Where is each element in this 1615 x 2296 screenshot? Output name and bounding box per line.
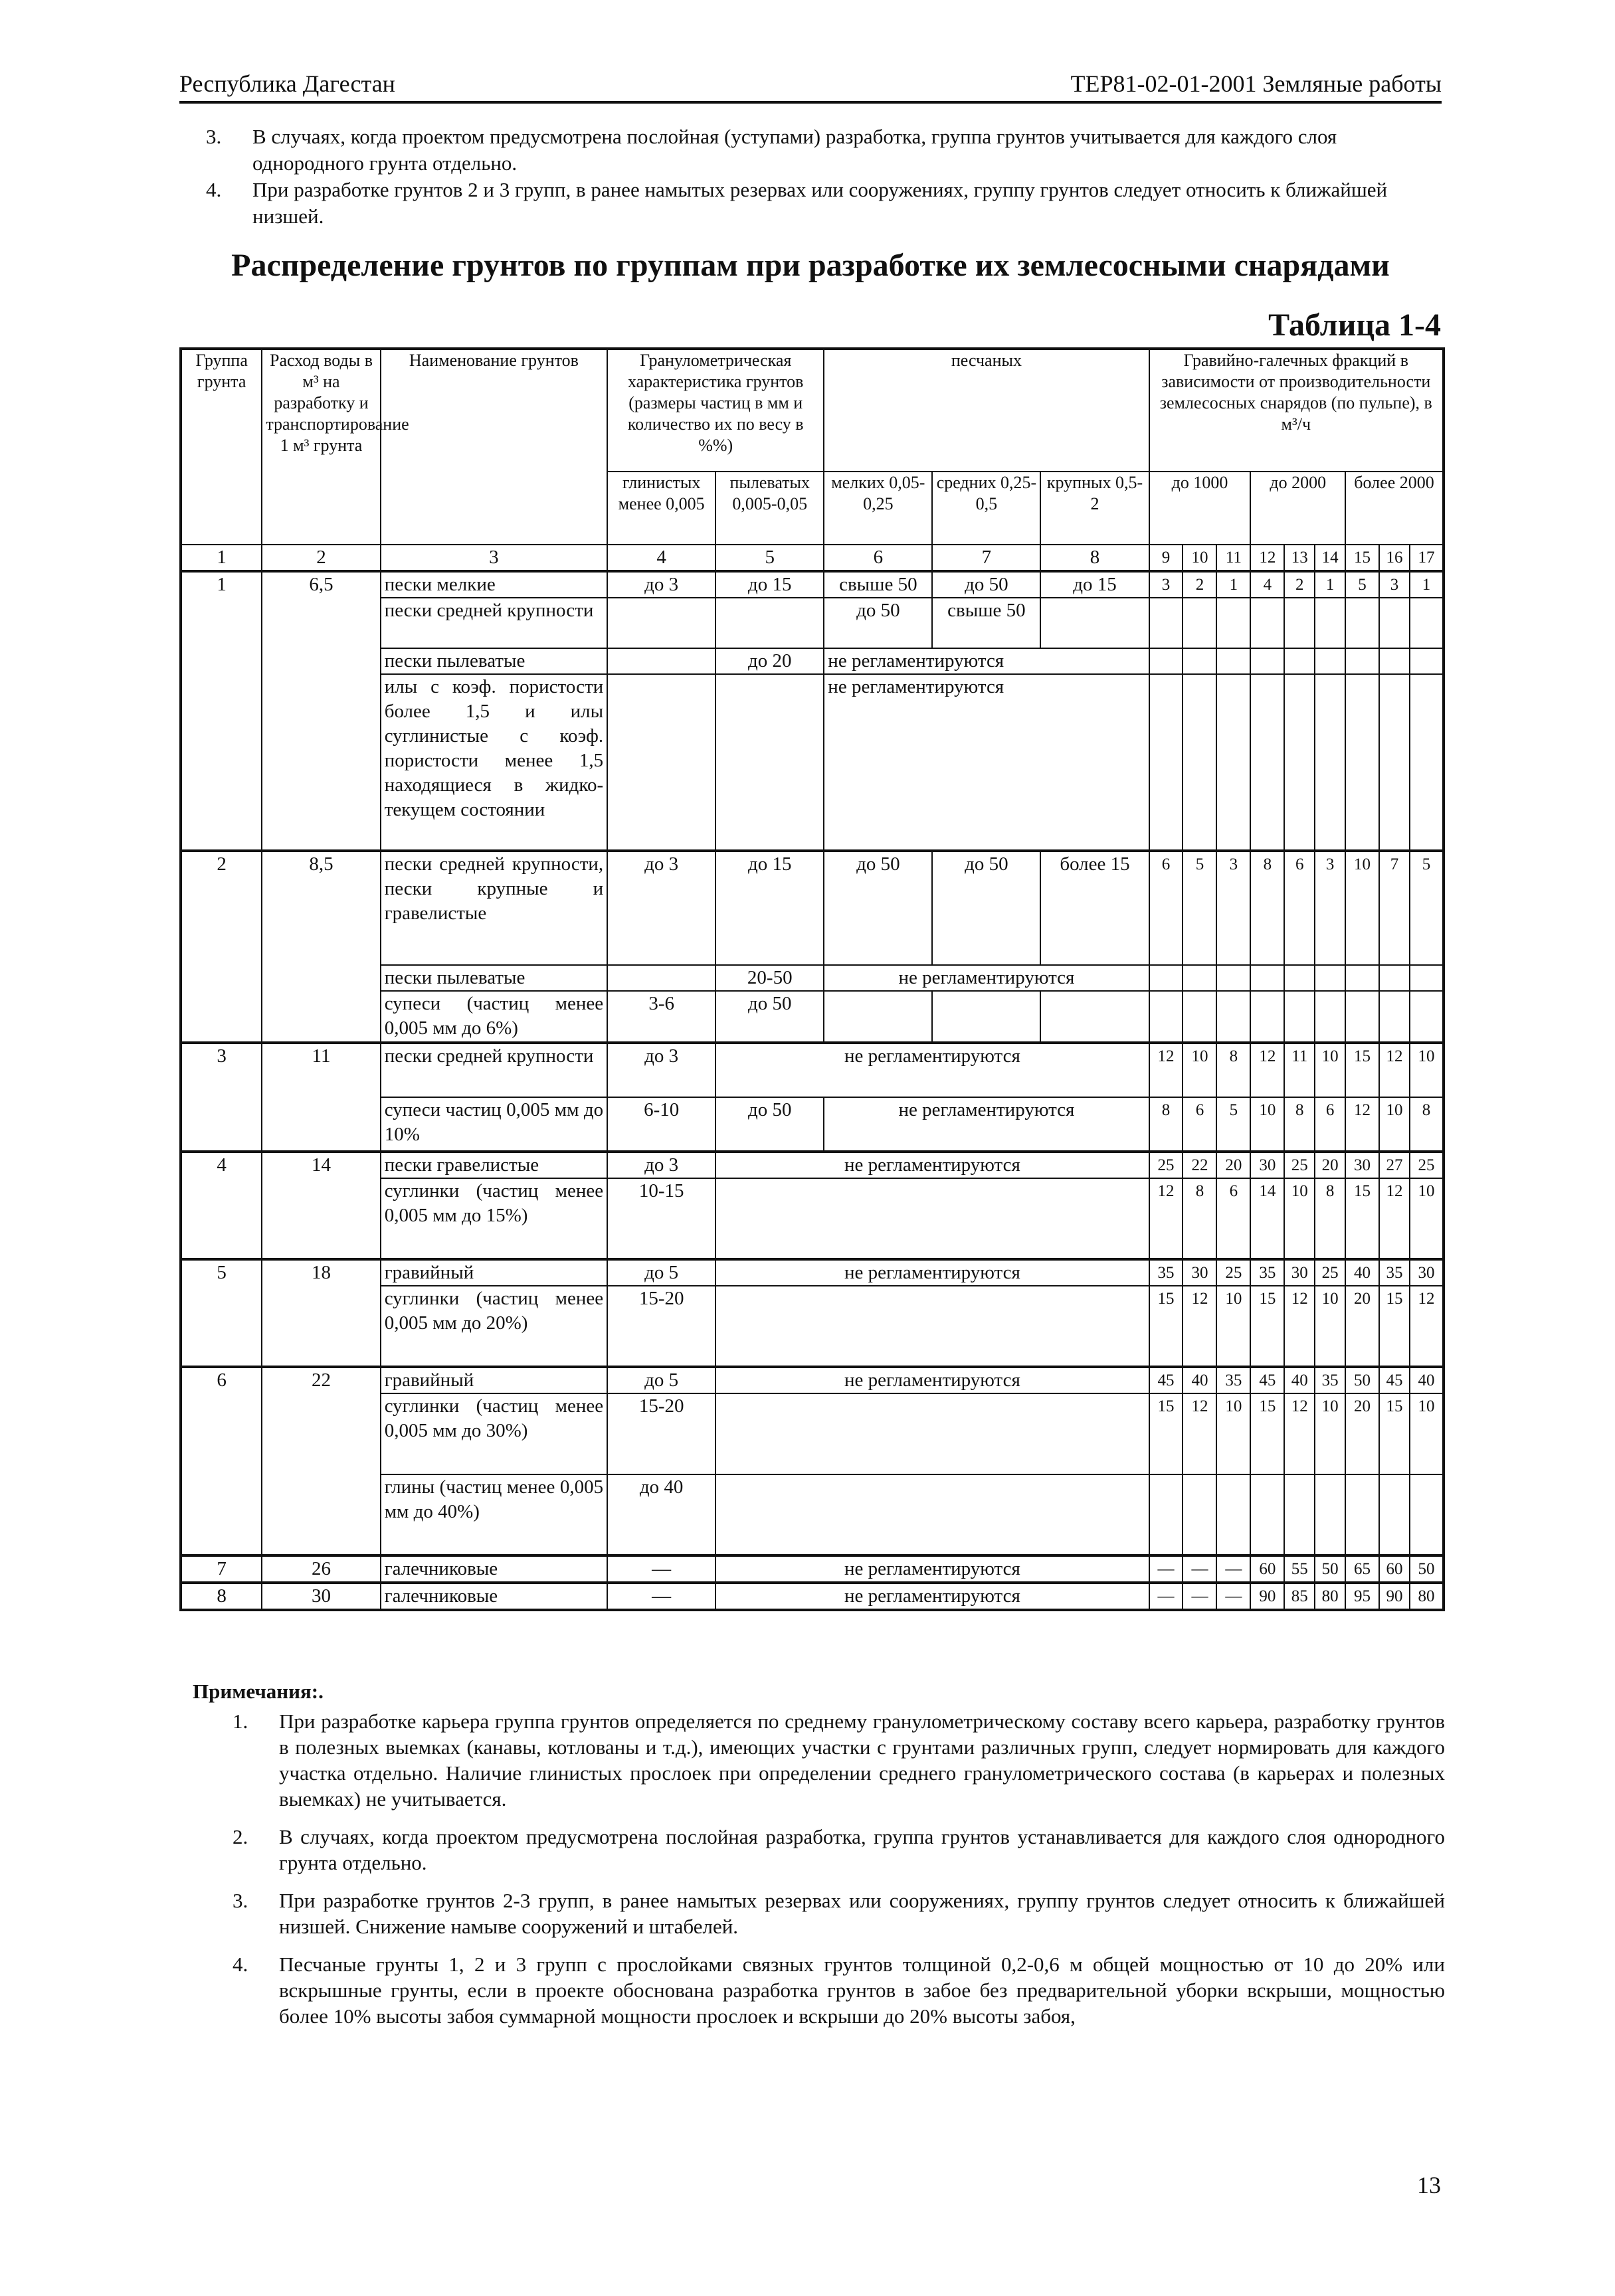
cell-gravel: — [1216,1583,1250,1610]
table-row [181,1152,1444,1178]
note-number: 3. [233,1889,248,1912]
cell-gravel: 25 [1149,1152,1183,1178]
cell-clay: до 5 [607,1259,715,1286]
cell-gravel: 35 [1379,1259,1410,1286]
cell-gravel: 30 [1345,1152,1379,1178]
note-text: В случаях, когда проектом предусмотрена послойная разработка, группа грунтов устанавливается для каждого слоя однородного грунта отдельно. [279,1825,1445,1874]
cell-name: галечниковые [381,1555,607,1583]
table-row [181,571,1444,598]
cell-not-regulated: не регламентируются [715,1152,1149,1178]
col-number: 11 [1216,545,1250,571]
col-number: 7 [932,545,1040,571]
cell-clay: — [607,1583,715,1610]
header-clay: глинистых менее 0,005 [607,472,715,545]
cell-gravel: 12 [1183,1393,1216,1474]
column-number-row [181,545,1444,571]
col-number: 5 [715,545,824,571]
cell-gravel: 95 [1345,1583,1379,1610]
cell-gravel: 12 [1284,1286,1315,1367]
intro-item-text: При разработке грунтов 2 и 3 групп, в ранее намытых резервах или сооружениях, группу грунтов следует относить к ближайшей низшей. [252,178,1388,228]
page-number: 13 [1417,2172,1441,2198]
running-header [179,66,1442,104]
cell-gravel: 5 [1345,571,1379,598]
intro-item-number: 3. [206,125,222,148]
cell-dust: до 50 [715,991,824,1043]
cell-gravel: 35 [1250,1259,1284,1286]
cell-medium: до 50 [932,571,1040,598]
col-number: 8 [1040,545,1149,571]
header-sandy: песчаных [824,349,1149,472]
cell-name: пески пылеватые [381,965,607,991]
cell-dust: до 20 [715,648,824,674]
cell-gravel: 1 [1216,571,1250,598]
intro-list [206,124,1442,230]
cell-group: 6 [181,1367,262,1555]
cell-name: суглинки (частиц менее 0,005 мм до 20%) [381,1286,607,1367]
cell-gravel: 10 [1410,1043,1444,1097]
cell-clay: 3-6 [607,991,715,1043]
soil-groups-table [179,347,1445,1611]
cell-gravel: 15 [1250,1393,1284,1474]
cell-name: галечниковые [381,1583,607,1610]
header-group: Группа грунта [181,349,262,545]
cell-gravel: 27 [1379,1152,1410,1178]
cell-gravel: 6 [1216,1178,1250,1259]
col-number: 16 [1379,545,1410,571]
header-granulometric: Гранулометрическая характеристика грунтов (размеры частиц в мм и количество их по весу в %%) [607,349,824,472]
table-row [181,1259,1444,1286]
col-number: 17 [1410,545,1444,571]
cell-gravel: 12 [1149,1043,1183,1097]
cell-gravel: 12 [1345,1097,1379,1152]
cell-gravel: 6 [1183,1097,1216,1152]
cell-clay: 15-20 [607,1393,715,1474]
header-p1000: до 1000 [1149,472,1251,545]
cell-name: пески мелкие [381,571,607,598]
col-number: 12 [1250,545,1284,571]
cell-gravel: 85 [1284,1583,1315,1610]
cell-water: 30 [262,1583,380,1610]
cell-gravel: 25 [1216,1259,1250,1286]
cell-gravel: 35 [1315,1367,1345,1393]
cell-gravel: 90 [1250,1583,1284,1610]
cell-gravel: 25 [1410,1152,1444,1178]
cell-gravel: 65 [1345,1555,1379,1583]
cell-name: пески пылеватые [381,648,607,674]
header-region: Республика Дагестан [179,70,395,97]
cell-gravel: 20 [1315,1152,1345,1178]
cell-gravel: 45 [1379,1367,1410,1393]
cell-gravel: 10 [1216,1286,1250,1367]
cell-gravel: 10 [1183,1043,1216,1097]
note-item [233,1824,1445,1876]
cell-gravel: 4 [1250,571,1284,598]
header-medium: средних 0,25-0,5 [932,472,1040,545]
cell-water: 6,5 [262,571,380,851]
cell-gravel: 10 [1315,1043,1345,1097]
table-row [181,1583,1444,1610]
cell-gravel: 12 [1149,1178,1183,1259]
cell-gravel: 10 [1250,1097,1284,1152]
header-doc-code: ТЕР81-02-01-2001 Земляные работы [1070,70,1442,97]
cell-fine: до 50 [824,598,932,648]
cell-gravel: 40 [1284,1367,1315,1393]
cell-gravel: 5 [1216,1097,1250,1152]
cell-gravel: 80 [1410,1583,1444,1610]
col-number: 9 [1149,545,1183,571]
cell-gravel: 90 [1379,1583,1410,1610]
cell-gravel: 30 [1410,1259,1444,1286]
cell-gravel: 15 [1345,1043,1379,1097]
col-number: 2 [262,545,380,571]
cell-gravel: 12 [1183,1286,1216,1367]
table-row [181,1043,1444,1097]
cell-name: супеси (частиц менее 0,005 мм до 6%) [381,991,607,1043]
cell-gravel: 7 [1379,851,1410,965]
cell-gravel: 25 [1284,1152,1315,1178]
cell-coarse: более 15 [1040,851,1149,965]
cell-gravel: 15 [1379,1393,1410,1474]
cell-gravel: 12 [1379,1178,1410,1259]
cell-gravel: 12 [1250,1043,1284,1097]
cell-gravel: 1 [1315,571,1345,598]
header-p2000: до 2000 [1250,472,1345,545]
cell-clay: 10-15 [607,1178,715,1259]
cell-fine: до 50 [824,851,932,965]
cell-name: пески средней крупности, пески крупные и гравелистые [381,851,607,965]
cell-group: 7 [181,1555,262,1583]
cell-not-regulated: не регламентируются [715,1043,1149,1097]
cell-name: гравийный [381,1259,607,1286]
cell-name: суглинки (частиц менее 0,005 мм до 15%) [381,1178,607,1259]
cell-water: 14 [262,1152,380,1259]
intro-item [206,177,1442,230]
cell-name: пески средней крупности [381,1043,607,1097]
col-number: 6 [824,545,932,571]
cell-fine: свыше 50 [824,571,932,598]
header-dust: пылеватых 0,005-0,05 [715,472,824,545]
cell-not-regulated: не регламентируются [824,648,1149,674]
cell-clay: до 3 [607,571,715,598]
col-number: 10 [1183,545,1216,571]
cell-gravel: 45 [1250,1367,1284,1393]
col-number: 14 [1315,545,1345,571]
header-coarse: крупных 0,5-2 [1040,472,1149,545]
cell-medium: до 50 [932,851,1040,965]
cell-gravel: 60 [1379,1555,1410,1583]
cell-gravel: — [1149,1583,1183,1610]
cell-gravel: 20 [1216,1152,1250,1178]
cell-dust: до 15 [715,571,824,598]
cell-gravel: 10 [1216,1393,1250,1474]
cell-group: 3 [181,1043,262,1152]
cell-name: гравийный [381,1367,607,1393]
intro-item-number: 4. [206,178,222,201]
note-text: При разработке карьера группа грунтов определяется по среднему гранулометрическому составу всего карьера, разработку грунтов в полезных выемках (канавы, котлованы и т.д.), имеющих участки с грунтами различных групп, следует нормировать для каждого участка отдельно. Наличие глинистых прослоек при определении среднего гранулометрического состава (в карьерах и полезных выемках) не учитывается. [279,1710,1445,1810]
cell-water: 26 [262,1555,380,1583]
cell-gravel: 15 [1149,1393,1183,1474]
cell-not-regulated: не регламентируются [715,1259,1149,1286]
cell-gravel: 12 [1284,1393,1315,1474]
cell-gravel: 10 [1410,1178,1444,1259]
cell-gravel: 2 [1284,571,1315,598]
cell-gravel: 30 [1250,1152,1284,1178]
cell-gravel: — [1183,1583,1216,1610]
cell-gravel: 8 [1183,1178,1216,1259]
cell-gravel: 12 [1410,1286,1444,1367]
note-number: 4. [233,1953,248,1976]
cell-gravel: — [1149,1555,1183,1583]
cell-gravel: 80 [1315,1583,1345,1610]
cell-gravel: 11 [1284,1043,1315,1097]
cell-gravel: 35 [1216,1367,1250,1393]
notes-list [233,1708,1445,2041]
header-fine: мелких 0,05-0,25 [824,472,932,545]
cell-clay: до 5 [607,1367,715,1393]
cell-clay: до 40 [607,1474,715,1555]
col-number: 4 [607,545,715,571]
cell-coarse: до 15 [1040,571,1149,598]
cell-gravel: 3 [1149,571,1183,598]
cell-not-regulated: не регламентируются [824,1097,1149,1152]
col-number: 15 [1345,545,1379,571]
cell-gravel: — [1183,1555,1216,1583]
cell-gravel: 10 [1315,1393,1345,1474]
cell-gravel: 6 [1315,1097,1345,1152]
table-row [181,1555,1444,1583]
intro-item-text: В случаях, когда проектом предусмотрена послойная (уступами) разработка, группа грунтов учитывается для каждого слоя однородного грунта отдельно. [252,125,1337,175]
notes-heading: Примечания:. [193,1680,324,1703]
cell-group: 2 [181,851,262,1043]
table-row [181,1367,1444,1393]
cell-gravel: 55 [1284,1555,1315,1583]
cell-clay: до 3 [607,1152,715,1178]
intro-item [206,124,1442,177]
cell-name: пески средней крупности [381,598,607,648]
note-item [233,1888,1445,1939]
cell-gravel: 14 [1250,1178,1284,1259]
cell-not-regulated: не регламентируются [715,1367,1149,1393]
cell-clay: до 3 [607,1043,715,1097]
cell-gravel: 40 [1183,1367,1216,1393]
cell-gravel: 8 [1216,1043,1250,1097]
col-number: 13 [1284,545,1315,571]
cell-gravel: 8 [1410,1097,1444,1152]
note-text: При разработке грунтов 2-3 групп, в ранее намытых резервах или сооружениях, группу грунтов следует относить к ближайшей низшей. Снижение намыве сооружений и штабелей. [279,1889,1445,1938]
cell-gravel: 5 [1410,851,1444,965]
header-gravel: Гравийно-галечных фракций в зависимости от производительности землесосных снарядов (по пульпе), в м³/ч [1149,349,1444,472]
cell-gravel: 8 [1149,1097,1183,1152]
cell-name: илы с коэф. пористости более 1,5 и илы суглинистые с коэф. пористости менее 1,5 находящиеся в жидко-текущем состоянии [381,674,607,851]
cell-clay: 15-20 [607,1286,715,1367]
section-title: Распределение грунтов по группам при разработке их землесосными снарядами [231,248,1390,283]
col-number: 3 [381,545,607,571]
cell-name: глины (частиц менее 0,005 мм до 40%) [381,1474,607,1555]
cell-gravel: 40 [1345,1259,1379,1286]
cell-gravel: 3 [1216,851,1250,965]
cell-group: 1 [181,571,262,851]
cell-dust: 20-50 [715,965,824,991]
cell-gravel: 22 [1183,1152,1216,1178]
cell-gravel: 20 [1345,1393,1379,1474]
cell-gravel: 60 [1250,1555,1284,1583]
cell-water: 11 [262,1043,380,1152]
table-row [181,851,1444,965]
cell-water: 22 [262,1367,380,1555]
cell-gravel: 15 [1250,1286,1284,1367]
cell-gravel: 15 [1379,1286,1410,1367]
cell-gravel: 50 [1315,1555,1345,1583]
cell-gravel: 20 [1345,1286,1379,1367]
cell-name: пески гравелистые [381,1152,607,1178]
cell-gravel: 10 [1315,1286,1345,1367]
cell-clay: 6-10 [607,1097,715,1152]
cell-water: 8,5 [262,851,380,1043]
header-water: Расход воды в м³ на разработку и транспортирование 1 м³ грунта [262,349,380,545]
cell-gravel: 3 [1379,571,1410,598]
cell-gravel: 30 [1284,1259,1315,1286]
cell-not-regulated: не регламентируются [824,674,1149,851]
cell-gravel: 3 [1315,851,1345,965]
col-number: 1 [181,545,262,571]
cell-gravel: 40 [1410,1367,1444,1393]
cell-name: супеси частиц 0,005 мм до 10% [381,1097,607,1152]
note-item [233,1951,1445,2029]
cell-group: 5 [181,1259,262,1367]
cell-gravel: 8 [1250,851,1284,965]
cell-medium: свыше 50 [932,598,1040,648]
note-number: 1. [233,1710,248,1733]
cell-group: 4 [181,1152,262,1259]
cell-gravel: 15 [1345,1178,1379,1259]
cell-water: 18 [262,1259,380,1367]
note-text: Песчаные грунты 1, 2 и 3 групп с прослойками связных грунтов толщиной 0,2-0,6 м общей мощностью от 10 до 20% или вскрышные грунты, если в проекте обоснована разработка грунтов в забое без предварительной уборки вскрыши, мощностью более 10% высоты забоя суммарной мощности прослоек и вскрыши до 20% высоты забоя, [279,1953,1445,2028]
cell-gravel: 8 [1284,1097,1315,1152]
cell-gravel: 10 [1410,1393,1444,1474]
cell-not-regulated: не регламентируются [824,965,1149,991]
cell-gravel: 2 [1183,571,1216,598]
cell-clay: до 3 [607,851,715,965]
cell-gravel: 50 [1410,1555,1444,1583]
cell-gravel: 25 [1315,1259,1345,1286]
cell-not-regulated: не регламентируются [715,1583,1149,1610]
cell-gravel: 35 [1149,1259,1183,1286]
header-name: Наименование грунтов [381,349,607,545]
cell-gravel: 1 [1410,571,1444,598]
cell-group: 8 [181,1583,262,1610]
cell-gravel: 15 [1149,1286,1183,1367]
cell-gravel: 30 [1183,1259,1216,1286]
cell-gravel: — [1216,1555,1250,1583]
cell-gravel: 8 [1315,1178,1345,1259]
header-pmore: более 2000 [1345,472,1444,545]
cell-gravel: 6 [1284,851,1315,965]
note-number: 2. [233,1825,248,1848]
note-item [233,1708,1445,1812]
cell-name: суглинки (частиц менее 0,005 мм до 30%) [381,1393,607,1474]
cell-gravel: 10 [1345,851,1379,965]
cell-gravel: 5 [1183,851,1216,965]
cell-dust: до 50 [715,1097,824,1152]
table-label: Таблица 1-4 [1268,308,1441,343]
cell-gravel: 45 [1149,1367,1183,1393]
cell-clay: — [607,1555,715,1583]
cell-not-regulated: не регламентируются [715,1555,1149,1583]
cell-gravel: 10 [1379,1097,1410,1152]
cell-gravel: 6 [1149,851,1183,965]
cell-dust: до 15 [715,851,824,965]
cell-gravel: 50 [1345,1367,1379,1393]
cell-gravel: 12 [1379,1043,1410,1097]
cell-gravel: 10 [1284,1178,1315,1259]
